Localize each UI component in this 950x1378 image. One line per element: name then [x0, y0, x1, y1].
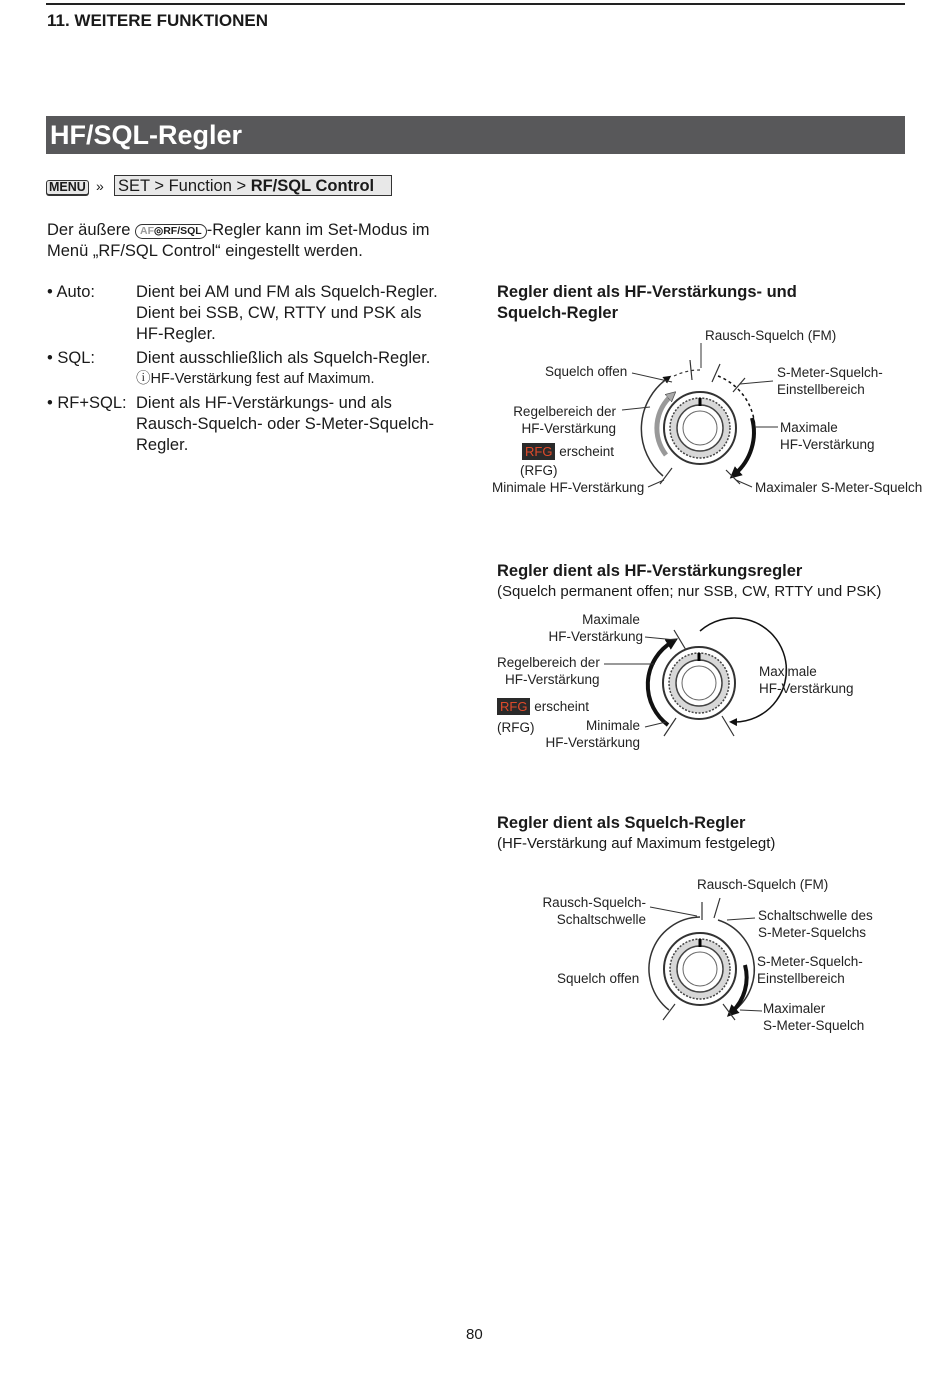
label-max-rf-top — [545, 611, 643, 645]
label-min-rf: Minimale HF-Verstärkung — [492, 480, 645, 495]
option-sql-line: Dient ausschließlich als Squelch-Regler. — [136, 349, 431, 367]
option-term-rfsql: • RF+SQL: — [47, 394, 127, 412]
label-line: Rausch-Squelch- — [542, 895, 646, 910]
intro-part2: -Regler kann im Set-Modus im — [206, 221, 430, 239]
label-rf-range — [512, 403, 616, 437]
label-rfg-appears — [522, 443, 614, 460]
label-line: Maximale — [582, 612, 640, 627]
label-smeter-range — [777, 364, 883, 398]
label-max-smeter: Maximaler S-Meter-Squelch — [755, 480, 923, 495]
knob-diagram-1 — [622, 343, 778, 487]
label-rfg-paren: (RFG) — [520, 463, 558, 478]
option-term-auto: • Auto: — [47, 283, 95, 301]
label-line: Einstellbereich — [777, 382, 865, 397]
label-line: HF-Verstärkung — [780, 437, 875, 452]
diagram1-heading — [497, 282, 797, 324]
menu-path-prefix: SET > Function > — [118, 177, 251, 195]
diagram2-heading: Regler dient als HF-Verstärkungsregler — [497, 562, 803, 580]
label-line: HF-Verstärkung — [545, 735, 640, 750]
option-auto-line: Dient bei AM und FM als Squelch-Regler. — [136, 283, 438, 301]
intro-part1: Der äußere — [47, 221, 136, 239]
label-rf-range-2 — [497, 654, 600, 688]
label-line: Einstellbereich — [757, 971, 845, 986]
label-noise-squelch-3: Rausch-Squelch (FM) — [697, 877, 829, 892]
option-auto-line: HF-Regler. — [136, 325, 216, 343]
rfg-badge-icon: RFG — [522, 443, 555, 460]
label-line: Schaltschwelle — [556, 912, 646, 927]
knob-diagram-3 — [649, 898, 762, 1020]
menu-key-icon: MENU — [46, 180, 89, 195]
label-line: Maximale — [759, 664, 817, 679]
label-line: S-Meter-Squelch- — [757, 954, 863, 969]
diagram3-subheading: (HF-Verstärkung auf Maximum festgelegt) — [497, 835, 776, 852]
label-smeter-threshold — [758, 907, 873, 941]
option-rfsql-line: Dient als HF-Verstärkungs- und als — [136, 394, 392, 412]
label-max-smeter-3 — [763, 1000, 864, 1034]
label-noise-threshold — [538, 894, 646, 928]
diagram1-heading-line: Regler dient als HF-Verstärkungs- und — [497, 283, 797, 301]
page-number: 80 — [466, 1326, 483, 1343]
label-line: Regelbereich der — [497, 655, 600, 670]
rfg-badge-icon: RFG — [497, 698, 530, 715]
section-title: HF/SQL-Regler — [50, 120, 243, 150]
label-squelch-open-3: Squelch offen — [557, 971, 640, 986]
label-line: S-Meter-Squelch- — [777, 365, 883, 380]
menu-path-item: RF/SQL Control — [250, 177, 375, 195]
label-min-rf-2 — [544, 717, 640, 751]
option-sql-note: HF-Verstärkung fest auf Maximum. — [150, 371, 375, 387]
option-term-sql: • SQL: — [47, 349, 95, 367]
label-line: HF-Verstärkung — [521, 421, 616, 436]
label-noise-squelch: Rausch-Squelch (FM) — [705, 328, 837, 343]
label-line: HF-Verstärkung — [505, 672, 600, 687]
label-rfg-appears-2 — [497, 698, 589, 715]
label-appears: erscheint — [534, 699, 589, 714]
label-line: Maximale — [780, 420, 838, 435]
diagram2-subheading: (Squelch permanent offen; nur SSB, CW, RTTY und PSK) — [497, 583, 882, 600]
label-line: S-Meter-Squelchs — [758, 925, 867, 940]
label-max-rf-right — [759, 663, 854, 697]
option-auto-line: Dient bei SSB, CW, RTTY und PSK als — [136, 304, 422, 322]
af-rfsql-knob-icon: AF◎RF/SQL — [135, 224, 207, 239]
knob-af-label: AF — [140, 225, 155, 237]
chapter-heading: 11. WEITERE FUNKTIONEN — [47, 11, 269, 30]
label-line: HF-Verstärkung — [548, 629, 643, 644]
option-rfsql-line: Regler. — [136, 436, 189, 454]
label-line: S-Meter-Squelch — [763, 1018, 865, 1033]
label-line: Regelbereich der — [513, 404, 616, 419]
diagram3-heading: Regler dient als Squelch-Regler — [497, 814, 746, 832]
knob-rfsql-label: RF/SQL — [163, 225, 202, 237]
label-appears: erscheint — [559, 444, 614, 459]
label-rfg-paren-2: (RFG) — [497, 720, 535, 735]
diagram1-heading-line: Squelch-Regler — [497, 304, 619, 322]
option-rfsql-line: Rausch-Squelch- oder S-Meter-Squelch- — [136, 415, 435, 433]
label-line: HF-Verstärkung — [759, 681, 854, 696]
info-icon: ⓘ — [136, 371, 151, 387]
label-line: Maximaler — [763, 1001, 826, 1016]
label-max-rf — [780, 419, 875, 453]
label-line: Schaltschwelle des — [758, 908, 873, 923]
label-squelch-open: Squelch offen — [545, 364, 628, 379]
menu-path-separator: » — [96, 178, 104, 194]
label-line: Minimale — [585, 718, 640, 733]
intro-line2: Menü „RF/SQL Control“ eingestellt werden. — [47, 242, 363, 260]
label-smeter-range-3 — [757, 953, 863, 987]
